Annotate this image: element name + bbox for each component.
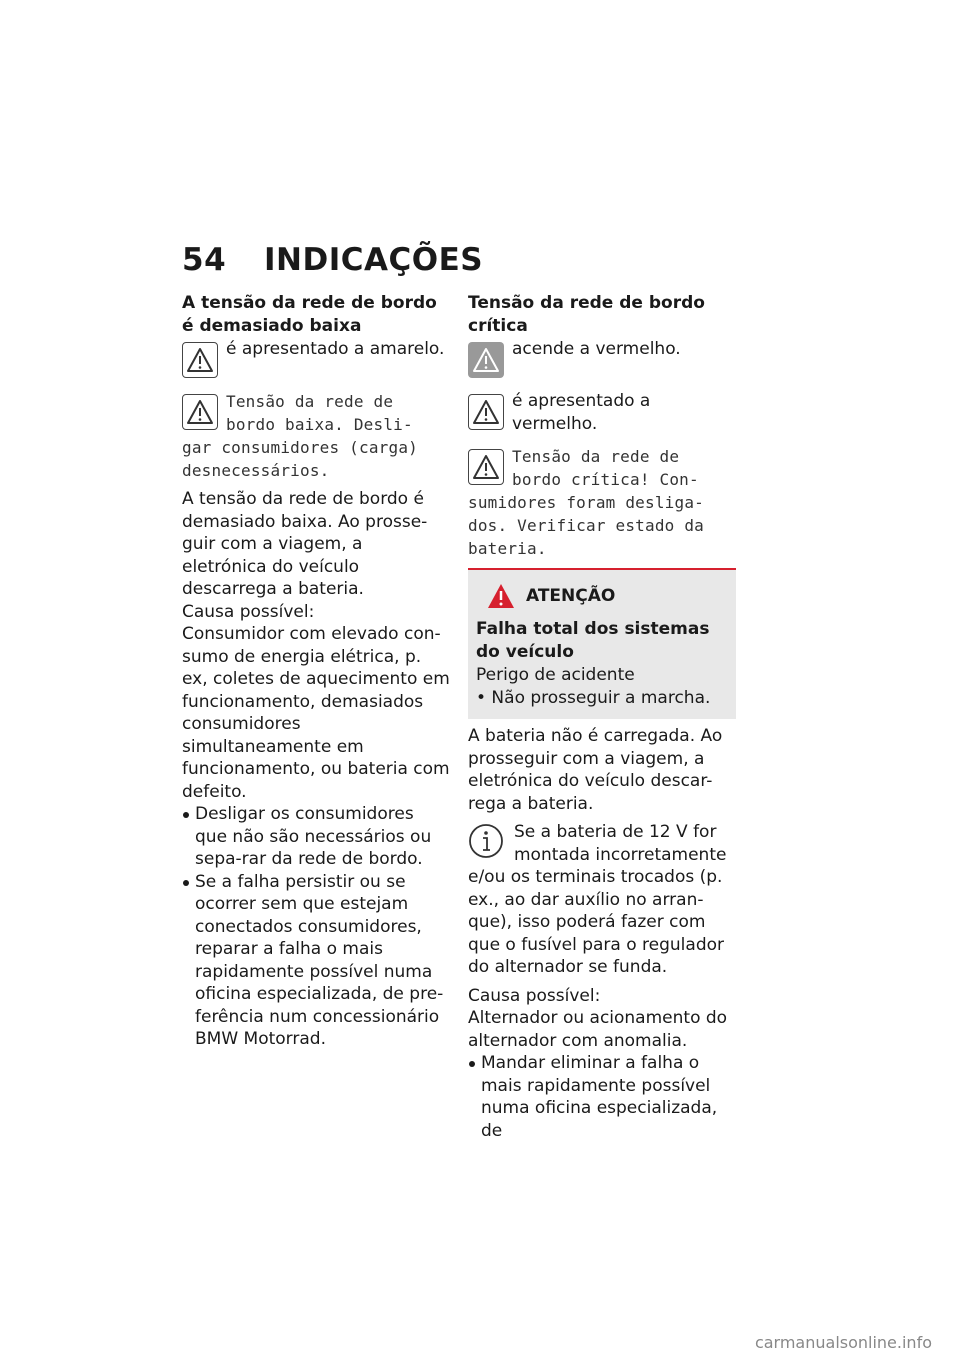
indicator-color-text: é apresentado a vermelho. (512, 391, 651, 434)
display-message-line-1: Tensão da rede de (226, 392, 394, 411)
right-column (468, 292, 736, 1142)
list-item: Mandar eliminar a falha o mais rapidamente possível numa oficina especializada, de (468, 1052, 736, 1142)
cause-description: Alternador ou acionamento do alternador com anomalia. (468, 1008, 728, 1051)
cause-label: Causa possível: (182, 601, 315, 622)
info-icon (468, 823, 504, 859)
critical-voltage-heading: Tensão da rede de bordo crítica (468, 293, 705, 336)
display-message-line-4: dos. Verificar estado da (468, 516, 704, 535)
red-display-row (468, 390, 736, 435)
display-message-line-2: bordo baixa. Desli- (226, 415, 413, 434)
display-message-line-4: desnecessários. (182, 461, 330, 480)
warning-triangle-icon (182, 394, 218, 430)
warning-text: Perigo de acidente (476, 665, 635, 685)
warning-label: ATENÇÃO (526, 586, 616, 606)
cause-description: Consumidor com elevado con-sumo de energia elétrica, p. ex, coletes de aquecimento em funcionamento, demasiados consumidores simultaneamente em funcionamento, ou bateria com defeito. (182, 624, 450, 802)
warning-bullet: • Não prosseguir a marcha. (476, 687, 711, 708)
display-message-row (182, 390, 450, 436)
warning-box (468, 570, 736, 719)
display-message-line-3: sumidores foram desliga- (468, 493, 704, 512)
page-header (182, 242, 483, 278)
info-line-3: e/ou os terminais trocados (p. ex., ao dar auxílio no arran-que), isso poderá fazer com que o fusível para o regulador do alternador se funda. (468, 867, 725, 977)
section-title: INDICAÇÕES (264, 242, 484, 278)
warning-header (476, 582, 728, 610)
left-column (182, 292, 450, 1051)
list-item: Se a falha persistir ou se ocorrer sem que estejam conectados consumidores, reparar a falha o mais rapidamente possível numa oficina especializada, de pre-ferência num concessionário BMW Motorrad. (182, 871, 450, 1051)
hazard-triangle-icon (486, 582, 516, 610)
info-note (468, 821, 736, 979)
warning-title: Falha total dos sistemas do veículo (476, 619, 710, 662)
info-line-2: montada incorretamente (514, 844, 727, 865)
watermark: carmanualsonline.info (754, 1333, 932, 1352)
yellow-indicator-row (182, 338, 450, 380)
display-message-line-2: bordo crítica! Con- (512, 470, 699, 489)
cause-label: Causa possível: (468, 985, 601, 1006)
display-message-line-1: Tensão da rede de (512, 447, 680, 466)
page-number: 54 (182, 242, 227, 278)
critical-voltage-description: A bateria não é carregada. Ao prosseguir com a viagem, a eletrónica do veículo descar-rega a bateria. (468, 726, 723, 814)
info-line-1: Se a bateria de 12 V for (514, 822, 717, 842)
low-voltage-description: A tensão da rede de bordo é demasiado baixa. Ao prosse-guir com a viagem, a eletrónica do veículo descarrega a bateria. (182, 489, 428, 599)
warning-triangle-icon (468, 394, 504, 430)
red-indicator-row (468, 338, 736, 380)
indicator-color-text: é apresentado a amarelo. (226, 339, 445, 359)
low-voltage-heading: A tensão da rede de bordo é demasiado baixa (182, 293, 437, 336)
warning-triangle-icon (182, 342, 218, 378)
warning-triangle-lamp-icon (468, 342, 504, 378)
list-item: Desligar os consumidores que não são necessários ou sepa-rar da rede de bordo. (182, 803, 450, 871)
warning-triangle-icon (468, 449, 504, 485)
display-message-line-5: bateria. (468, 539, 547, 558)
indicator-color-text: acende a vermelho. (512, 339, 681, 359)
display-message-line-3: gar consumidores (carga) (182, 438, 418, 457)
display-message-row (468, 445, 736, 491)
